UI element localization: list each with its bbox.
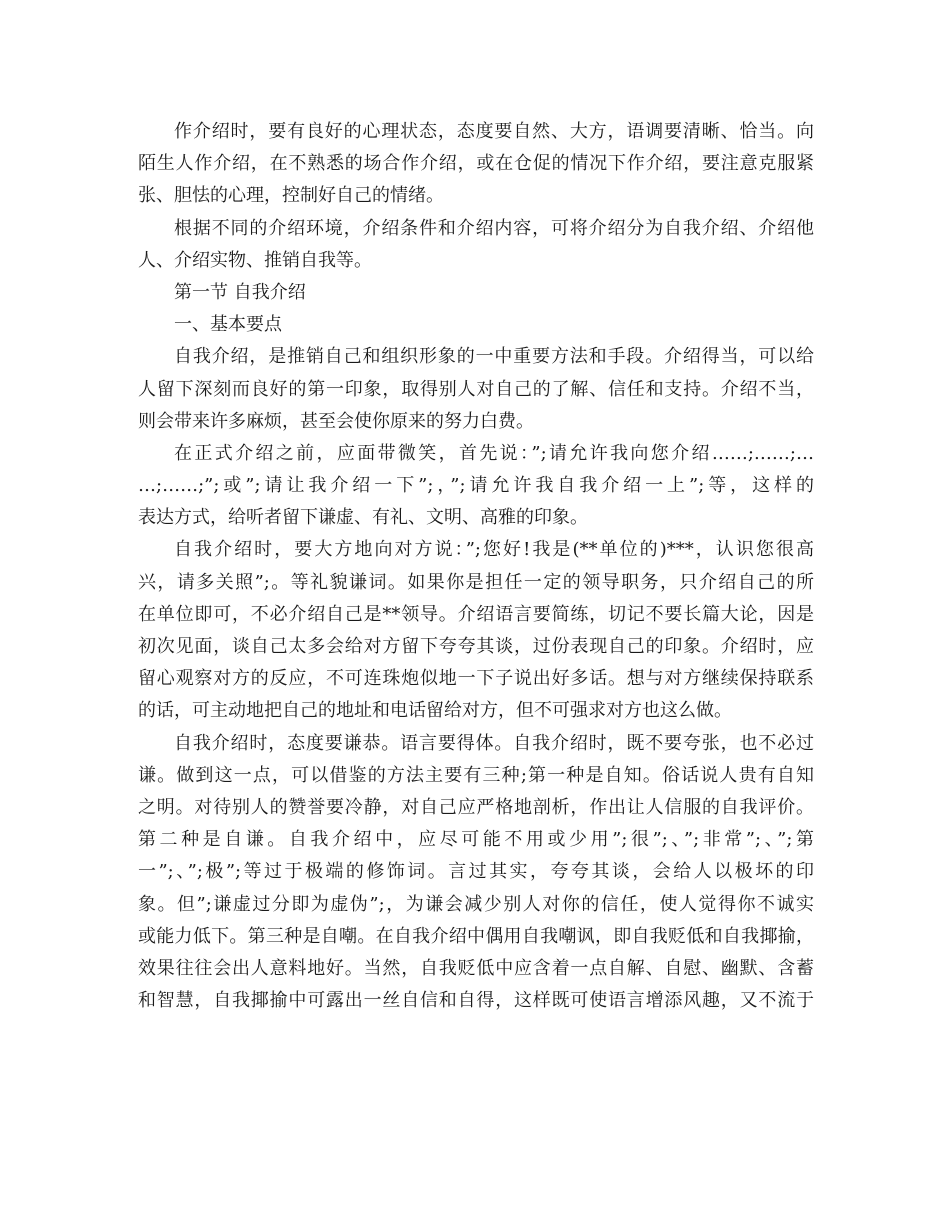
text-line: 人、介绍实物、推销自我等。 <box>138 249 372 271</box>
text-line: 一、基本要点 <box>174 314 282 336</box>
text-line: 一”;、”;极”;等过于极端的修饰词。言过其实，夸夸其谈，会给人以极坏的印 <box>138 861 814 883</box>
text-line: 在单位即可，不必介绍自己是**领导。介绍语言要简练，切记不要长篇大论，因是 <box>138 603 814 625</box>
text-line: 效果往往会出人意料地好。当然，自我贬低中应含着一点自解、自慰、幽默、含蓄 <box>138 957 814 979</box>
text-line: 兴，请多关照”;。等礼貌谦词。如果你是担任一定的领导职务，只介绍自己的所 <box>138 571 814 593</box>
text-line: 初次见面，谈自己太多会给对方留下夸夸其谈，过份表现自己的印象。介绍时，应 <box>138 636 814 657</box>
text-line: 在正式介绍之前，应面带微笑，首先说：”;请允许我向您介绍……;……;… <box>174 442 814 464</box>
text-line: 谦。做到这一点，可以借鉴的方法主要有三种;第一种是自知。俗话说人贵有自知 <box>138 764 814 786</box>
text-line: 第二种是自谦。自我介绍中，应尽可能不用或少用”;很”;、”;非常”;、”;第 <box>138 829 814 851</box>
text-line: 或能力低下。第三种是自嘲。在自我介绍中偶用自我嘲讽，即自我贬低和自我揶揄， <box>138 925 814 947</box>
text-line: 则会带来许多麻烦，甚至会使你原来的努力白费。 <box>138 410 534 432</box>
text-line: 张、胆怯的心理，控制好自己的情绪。 <box>138 185 444 207</box>
text-line: …;……;”;或”;请让我介绍一下”;，”;请允许我自我介绍一上”;等，这样的 <box>138 475 814 497</box>
text-line: 作介绍时，要有良好的心理状态，态度要自然、大方，语调要清晰、恰当。向 <box>174 121 814 142</box>
text-line: 和智慧，自我揶揄中可露出一丝自信和自得，这样既可使语言增添风趣，又不流于 <box>138 990 814 1012</box>
text-line: 留心观察对方的反应，不可连珠炮似地一下子说出好多话。想与对方继续保持联系 <box>138 668 814 690</box>
text-line: 自我介绍，是推销自己和组织形象的一中重要方法和手段。介绍得当，可以给 <box>174 346 814 368</box>
text-line: 根据不同的介绍环境，介绍条件和介绍内容，可将介绍分为自我介绍、介绍他 <box>174 217 814 239</box>
text-line: 自我介绍时，要大方地向对方说：”;您好!我是(**单位的)***，认识您很高 <box>174 539 814 561</box>
text-line: 第一节 自我介绍 <box>174 281 306 303</box>
text-line: 的话，可主动地把自己的地址和电话留给对方，但不可强求对方也这么做。 <box>138 700 732 722</box>
text-line: 陌生人作介绍，在不熟悉的场合作介绍，或在仓促的情况下作介绍，要注意克服紧 <box>138 153 814 175</box>
document-page <box>138 116 814 1017</box>
text-line: 人留下深刻而良好的第一印象，取得别人对自己的了解、信任和支持。介绍不当， <box>138 378 814 400</box>
text-line: 象。但”;谦虚过分即为虚伪”;，为谦会减少别人对你的信任，使人觉得你不诚实 <box>138 893 814 915</box>
text-line: 表达方式，给听者留下谦虚、有礼、文明、高雅的印象。 <box>138 507 588 529</box>
text-line: 之明。对待别人的赞誉要冷静，对自己应严格地剖析，作出让人信服的自我评价。 <box>138 796 814 818</box>
text-line: 自我介绍时，态度要谦恭。语言要得体。自我介绍时，既不要夸张，也不必过 <box>174 732 814 754</box>
